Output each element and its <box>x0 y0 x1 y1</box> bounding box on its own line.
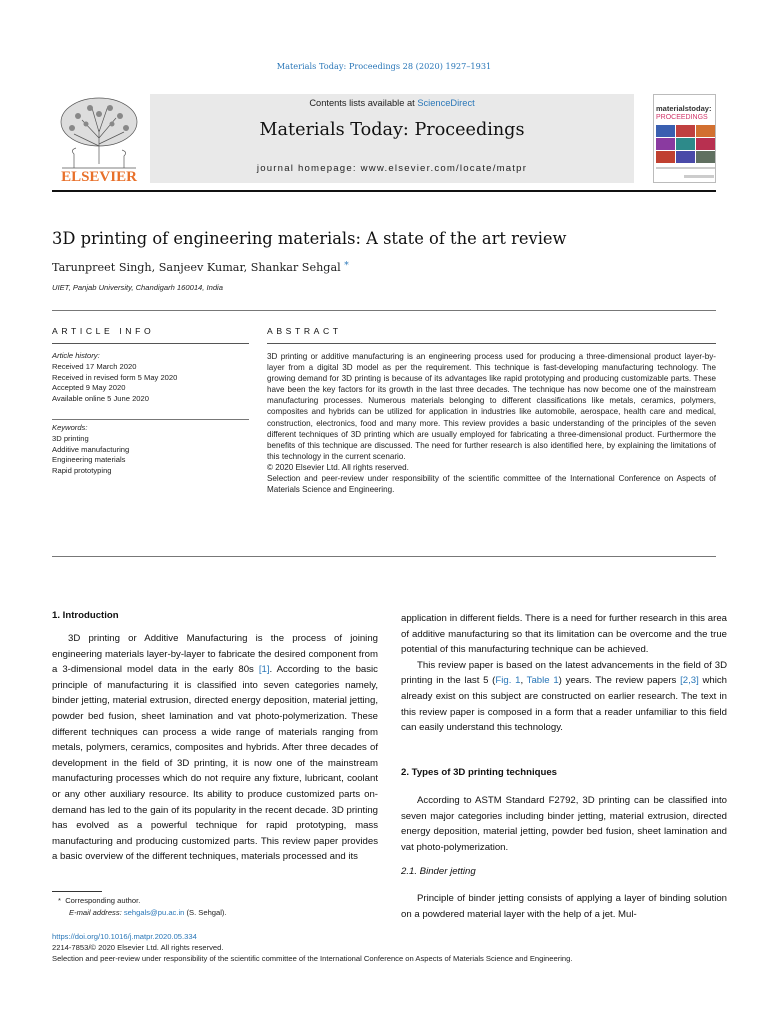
binder-jetting-paragraph <box>401 891 727 922</box>
article-info-heading: ARTICLE INFO <box>52 326 155 336</box>
footnote-mark: * <box>58 896 61 905</box>
elsevier-logo[interactable] <box>52 94 146 183</box>
body-paragraph: application in different fields. There is a need for further research in this area of additive manufacturing so that its limitation can be overcome and the true potential of this manufacturing technique can be achieved. <box>401 613 727 656</box>
body-text: , <box>520 675 527 687</box>
journal-reference[interactable]: Materials Today: Proceedings 28 (2020) 1927–1931 <box>276 61 492 71</box>
keywords-rule <box>52 419 249 420</box>
abstract <box>267 351 716 495</box>
masthead <box>52 94 716 183</box>
footer-peer-review: Selection and peer-review under responsibility of the scientific committee of the International Conference on Aspects of Materials Science and Engineering. <box>52 953 573 963</box>
journal-cover-icon <box>654 95 716 183</box>
body-text: which already exist on this subject are constructed on earlier research. The text in this review paper is composed in a form that a reader unfamiliar to this field can easily understand this technology. <box>401 675 727 734</box>
abstract-heading: ABSTRACT <box>267 326 342 336</box>
section-divider <box>52 556 716 557</box>
email-label: E-mail address: <box>69 908 124 917</box>
journal-cover-thumbnail[interactable] <box>653 94 716 183</box>
page-footer <box>52 932 572 964</box>
article-info-rule <box>52 343 249 344</box>
section-heading-introduction: 1. Introduction <box>52 610 119 621</box>
body-text: According to ASTM Standard F2792, 3D printing can be classified into seven major categories including binder jetting, material extrusion, directed energy deposition, material jetting, powder bed fusion, sheet lamination and vat photo-polymerization. <box>401 795 727 853</box>
body-text: This review paper is based on the latest advancements in the field of 3D printing in the last 5 ( <box>401 659 727 687</box>
section-heading-types: 2. Types of 3D printing techniques <box>401 767 558 778</box>
journal-title[interactable]: Materials Today: Proceedings <box>259 120 525 140</box>
email-link[interactable]: sehgals@pu.ac.in <box>123 908 185 917</box>
author-names: Tarunpreet Singh, Sanjeev Kumar, Shankar Sehgal <box>52 261 341 274</box>
keywords <box>52 423 249 477</box>
introduction-paragraph <box>52 631 378 865</box>
corresponding-author-footnote <box>58 895 227 919</box>
history-revised: Received in revised form 5 May 2020 <box>52 372 178 382</box>
svg-text:ELSEVIER: ELSEVIER <box>61 169 137 183</box>
svg-text:PROCEEDINGS: PROCEEDINGS <box>656 114 708 121</box>
contents-prefix: Contents lists available at <box>309 98 418 108</box>
svg-text:materialstoday:: materialstoday: <box>656 104 712 113</box>
citation-link[interactable]: [1] <box>258 664 270 676</box>
footnote-label: Corresponding author. <box>65 896 141 905</box>
doi-link[interactable]: https://doi.org/10.1016/j.matpr.2020.05.334 <box>52 932 197 941</box>
subsection-heading-binder-jetting: 2.1. Binder jetting <box>401 866 476 877</box>
masthead-rule <box>52 190 716 192</box>
intro-text: 3D printing or Additive Manufacturing is the process of joining engineering materials layer-by-layer to fabricate the desired component from a 3-dimensional model data in the early 80s <box>52 633 378 676</box>
figure-link[interactable]: Fig. 1 <box>495 675 521 687</box>
body-text: Principle of binder jetting consists of applying a layer of binding solution on a powdered material layer with the help of a jet. Mul- <box>401 893 727 920</box>
article-history <box>52 351 249 405</box>
abstract-rule <box>267 343 716 344</box>
keyword-item: Additive manufacturing <box>52 444 130 454</box>
body-text: ) years. The review papers <box>558 675 681 687</box>
corresponding-author-mark[interactable]: * <box>344 261 349 271</box>
abstract-peer-review: Selection and peer-review under responsibility of the scientific committee of the International Conference on Aspects of Materials Science and Engineering. <box>267 474 716 495</box>
history-online: Available online 5 June 2020 <box>52 394 149 404</box>
affiliation: UIET, Panjab University, Chandigarh 160014, India <box>52 283 223 292</box>
email-suffix: (S. Sehgal). <box>184 908 227 917</box>
body-paragraph <box>401 658 727 736</box>
journal-homepage-link[interactable]: journal homepage: www.elsevier.com/locate/matpr <box>256 163 528 174</box>
sciencedirect-link[interactable]: ScienceDirect <box>417 98 475 108</box>
keywords-label: Keywords: <box>52 423 88 432</box>
keyword-item: 3D printing <box>52 433 89 443</box>
right-column-text <box>401 611 727 736</box>
author-list <box>52 261 349 274</box>
history-received: Received 17 March 2020 <box>52 361 137 371</box>
issn-copyright: 2214-7853/© 2020 Elsevier Ltd. All rights reserved. <box>52 942 224 952</box>
table-link[interactable]: Table 1 <box>526 675 559 687</box>
intro-text: . According to the basic principle of manufacturing it is classified into seven categories namely, binder jetting, material extrusion, directed energy deposition, material jetting, powder bed fusion, sheet lamination and vat photo-polymerization. These different techniques can process a wide range of materials ranging from metals, polymers, ceramics, composites and hybrids. After three decades of development in the field of 3D printing, it is now one of the mainstream manufacturing processes which do not require any fixture, lubricant, coolant or any other auxiliary resource. Its ability to produce customized parts on-demand has led to the gain of its popularity in the recent decade. 3D printing has evolved as a powerful technique for rapid prototyping, mass manufacturing and producing customized parts. This review paper provides a basic overview of the different techniques, materials processed and its <box>52 664 378 863</box>
keyword-item: Rapid prototyping <box>52 466 112 476</box>
citation-link[interactable]: [2,3] <box>680 675 699 687</box>
tree-emblem-icon <box>52 94 146 183</box>
keyword-item: Engineering materials <box>52 455 126 465</box>
abstract-copyright: © 2020 Elsevier Ltd. All rights reserved. <box>267 462 409 472</box>
history-label: Article history: <box>52 351 100 360</box>
history-accepted: Accepted 9 May 2020 <box>52 383 126 393</box>
footnote-rule <box>52 891 102 892</box>
types-paragraph <box>401 793 727 855</box>
journal-banner <box>150 94 634 183</box>
article-title: 3D printing of engineering materials: A state of the art review <box>52 229 567 248</box>
abstract-body: 3D printing or additive manufacturing is an engineering process used for producing a three-dimensional product layer-by-layer from a digital 3D model as per the requirement. This technique is fast-developing manufacturing technology. The growing demand for 3D printing is because of its advantages like rapid prototyping and producing customizable parts. These have been the key factors for its growth in the last three decades. The technique has now become one of the mainstream manufacturing processes. Numerous materials belonging to different classifications like metals, ceramics, polymers, composites and hybrids can be utilized for application in industries like automobile, aerospace, health care and medical, construction, electronics, food and many more. This review provides a basic understanding of the principles of the seven different techniques of 3D printing which are usually employed for fabricating a three-dimensional product. Furthermore the benefits of this technique are discussed. The need for further research is also identified here, by explaining the limitations of this technology in the current scenario. <box>267 352 716 461</box>
section-divider <box>52 310 716 311</box>
contents-available-line <box>150 98 634 108</box>
